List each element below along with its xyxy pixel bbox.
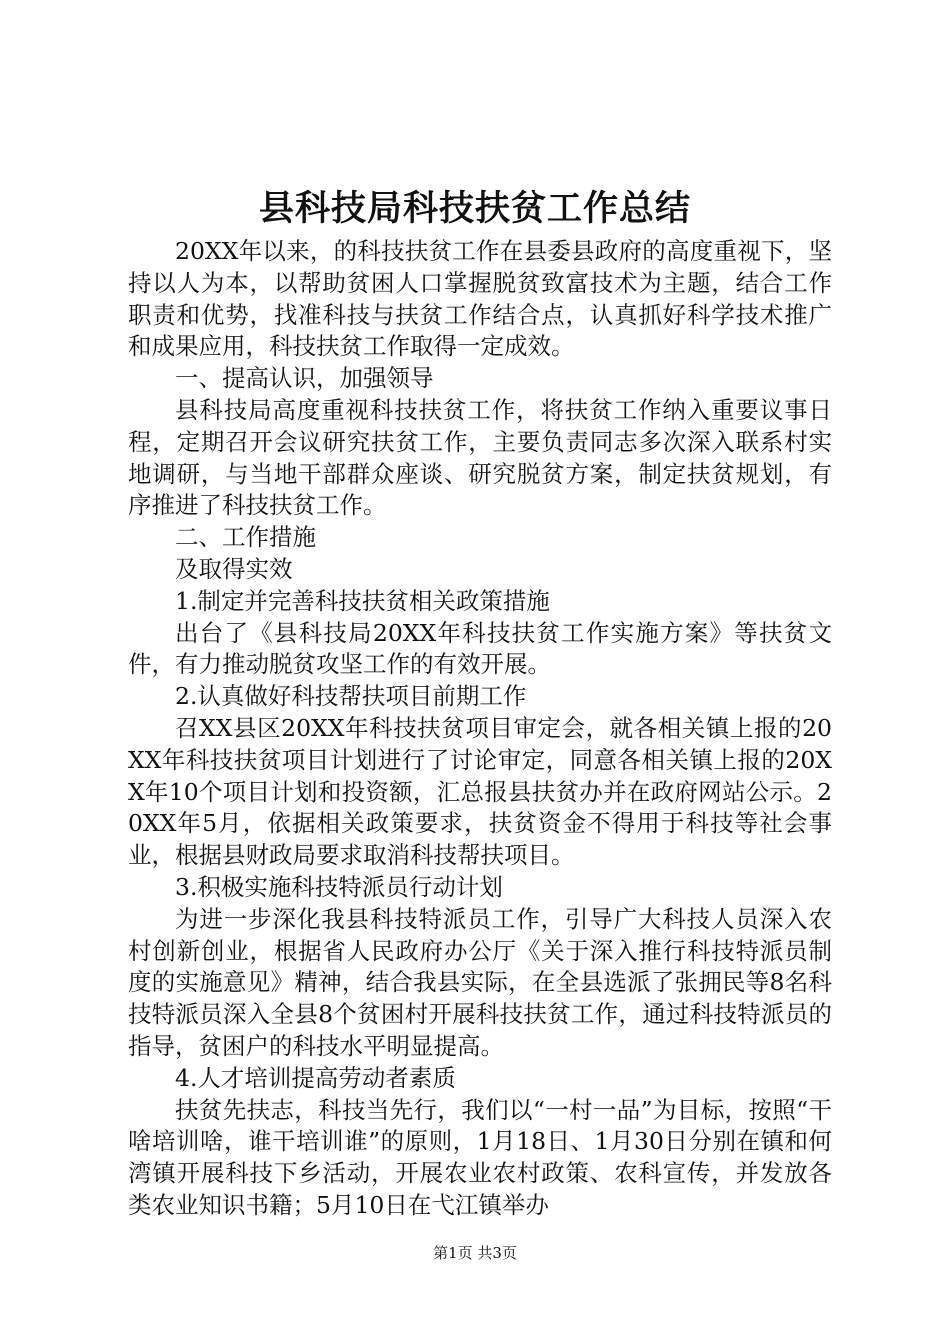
subheading-3: 3.积极实施科技特派员行动计划 (175, 872, 503, 901)
subsection-2-paragraph: 召XX县区20XX年科技扶贫项目审定会，就各相关镇上报的20XX年科技扶贫项目计划进行了讨论审定，同意各相关镇上报的20XX年10个项目计划和投资额，汇总报县扶贫办并在政府网站公示。20XX年5月，依据相关政策要求，扶贫资金不得用于科技等社会事业，根据县财政局要求取消科技帮扶项目。 (128, 713, 832, 870)
section-heading-1: 一、提高认识，加强领导 (175, 364, 434, 393)
subheading-2: 2.认真做好科技帮扶项目前期工作 (175, 682, 527, 711)
section-1-paragraph: 县科技局高度重视科技扶贫工作，将扶贫工作纳入重要议事日程，定期召开会议研究扶贫工作，主要负责同志多次深入联系村实地调研，与当地干部群众座谈、研究脱贫方案，制定扶贫规划，有序推进了科技扶贫工作。 (128, 395, 832, 520)
subsection-1-paragraph: 出台了《县科技局20XX年科技扶贫工作实施方案》等扶贫文件，有力推动脱贫攻坚工作的有效开展。 (128, 618, 832, 679)
subsection-4-paragraph: 扶贫先扶志，科技当先行，我们以“一村一品”为目标，按照“干啥培训啥，谁干培训谁”的原则，1月18日、1月30日分别在镇和何湾镇开展科技下乡活动，开展农业农村政策、农科宣传，并发放各类农业知识书籍；5月10日在弋江镇举办 (128, 1095, 832, 1219)
subsection-3-paragraph: 为进一步深化我县科技特派员工作，引导广大科技人员深入农村创新创业，根据省人民政府办公厅《关于深入推行科技特派员制度的实施意见》精神，结合我县实际，在全县选派了张拥民等8名科技特派员深入全县8个贫困村开展科技扶贫工作，通过科技特派员的指导，贫困户的科技水平明显提高。 (128, 904, 832, 1060)
intro-paragraph: 20XX年以来，的科技扶贫工作在县委县政府的高度重视下，坚持以人为本，以帮助贫困人口掌握脱贫致富技术为主题，结合工作职责和优势，找准科技与扶贫工作结合点，认真抓好科学技术推广和成果应用，科技扶贫工作取得一定成效。 (128, 237, 832, 361)
page-number-label: 第1页 共3页 (433, 1244, 517, 1262)
section-heading-2-continued: 及取得实效 (175, 554, 293, 583)
page-footer (0, 1243, 950, 1263)
document-body (128, 236, 832, 1222)
document-title: 县科技局科技扶贫工作总结 (258, 188, 691, 229)
section-heading-2: 二、工作措施 (175, 523, 316, 552)
subheading-4: 4.人才培训提高劳动者素质 (175, 1063, 456, 1092)
subheading-1: 1.制定并完善科技扶贫相关政策措施 (175, 586, 550, 615)
